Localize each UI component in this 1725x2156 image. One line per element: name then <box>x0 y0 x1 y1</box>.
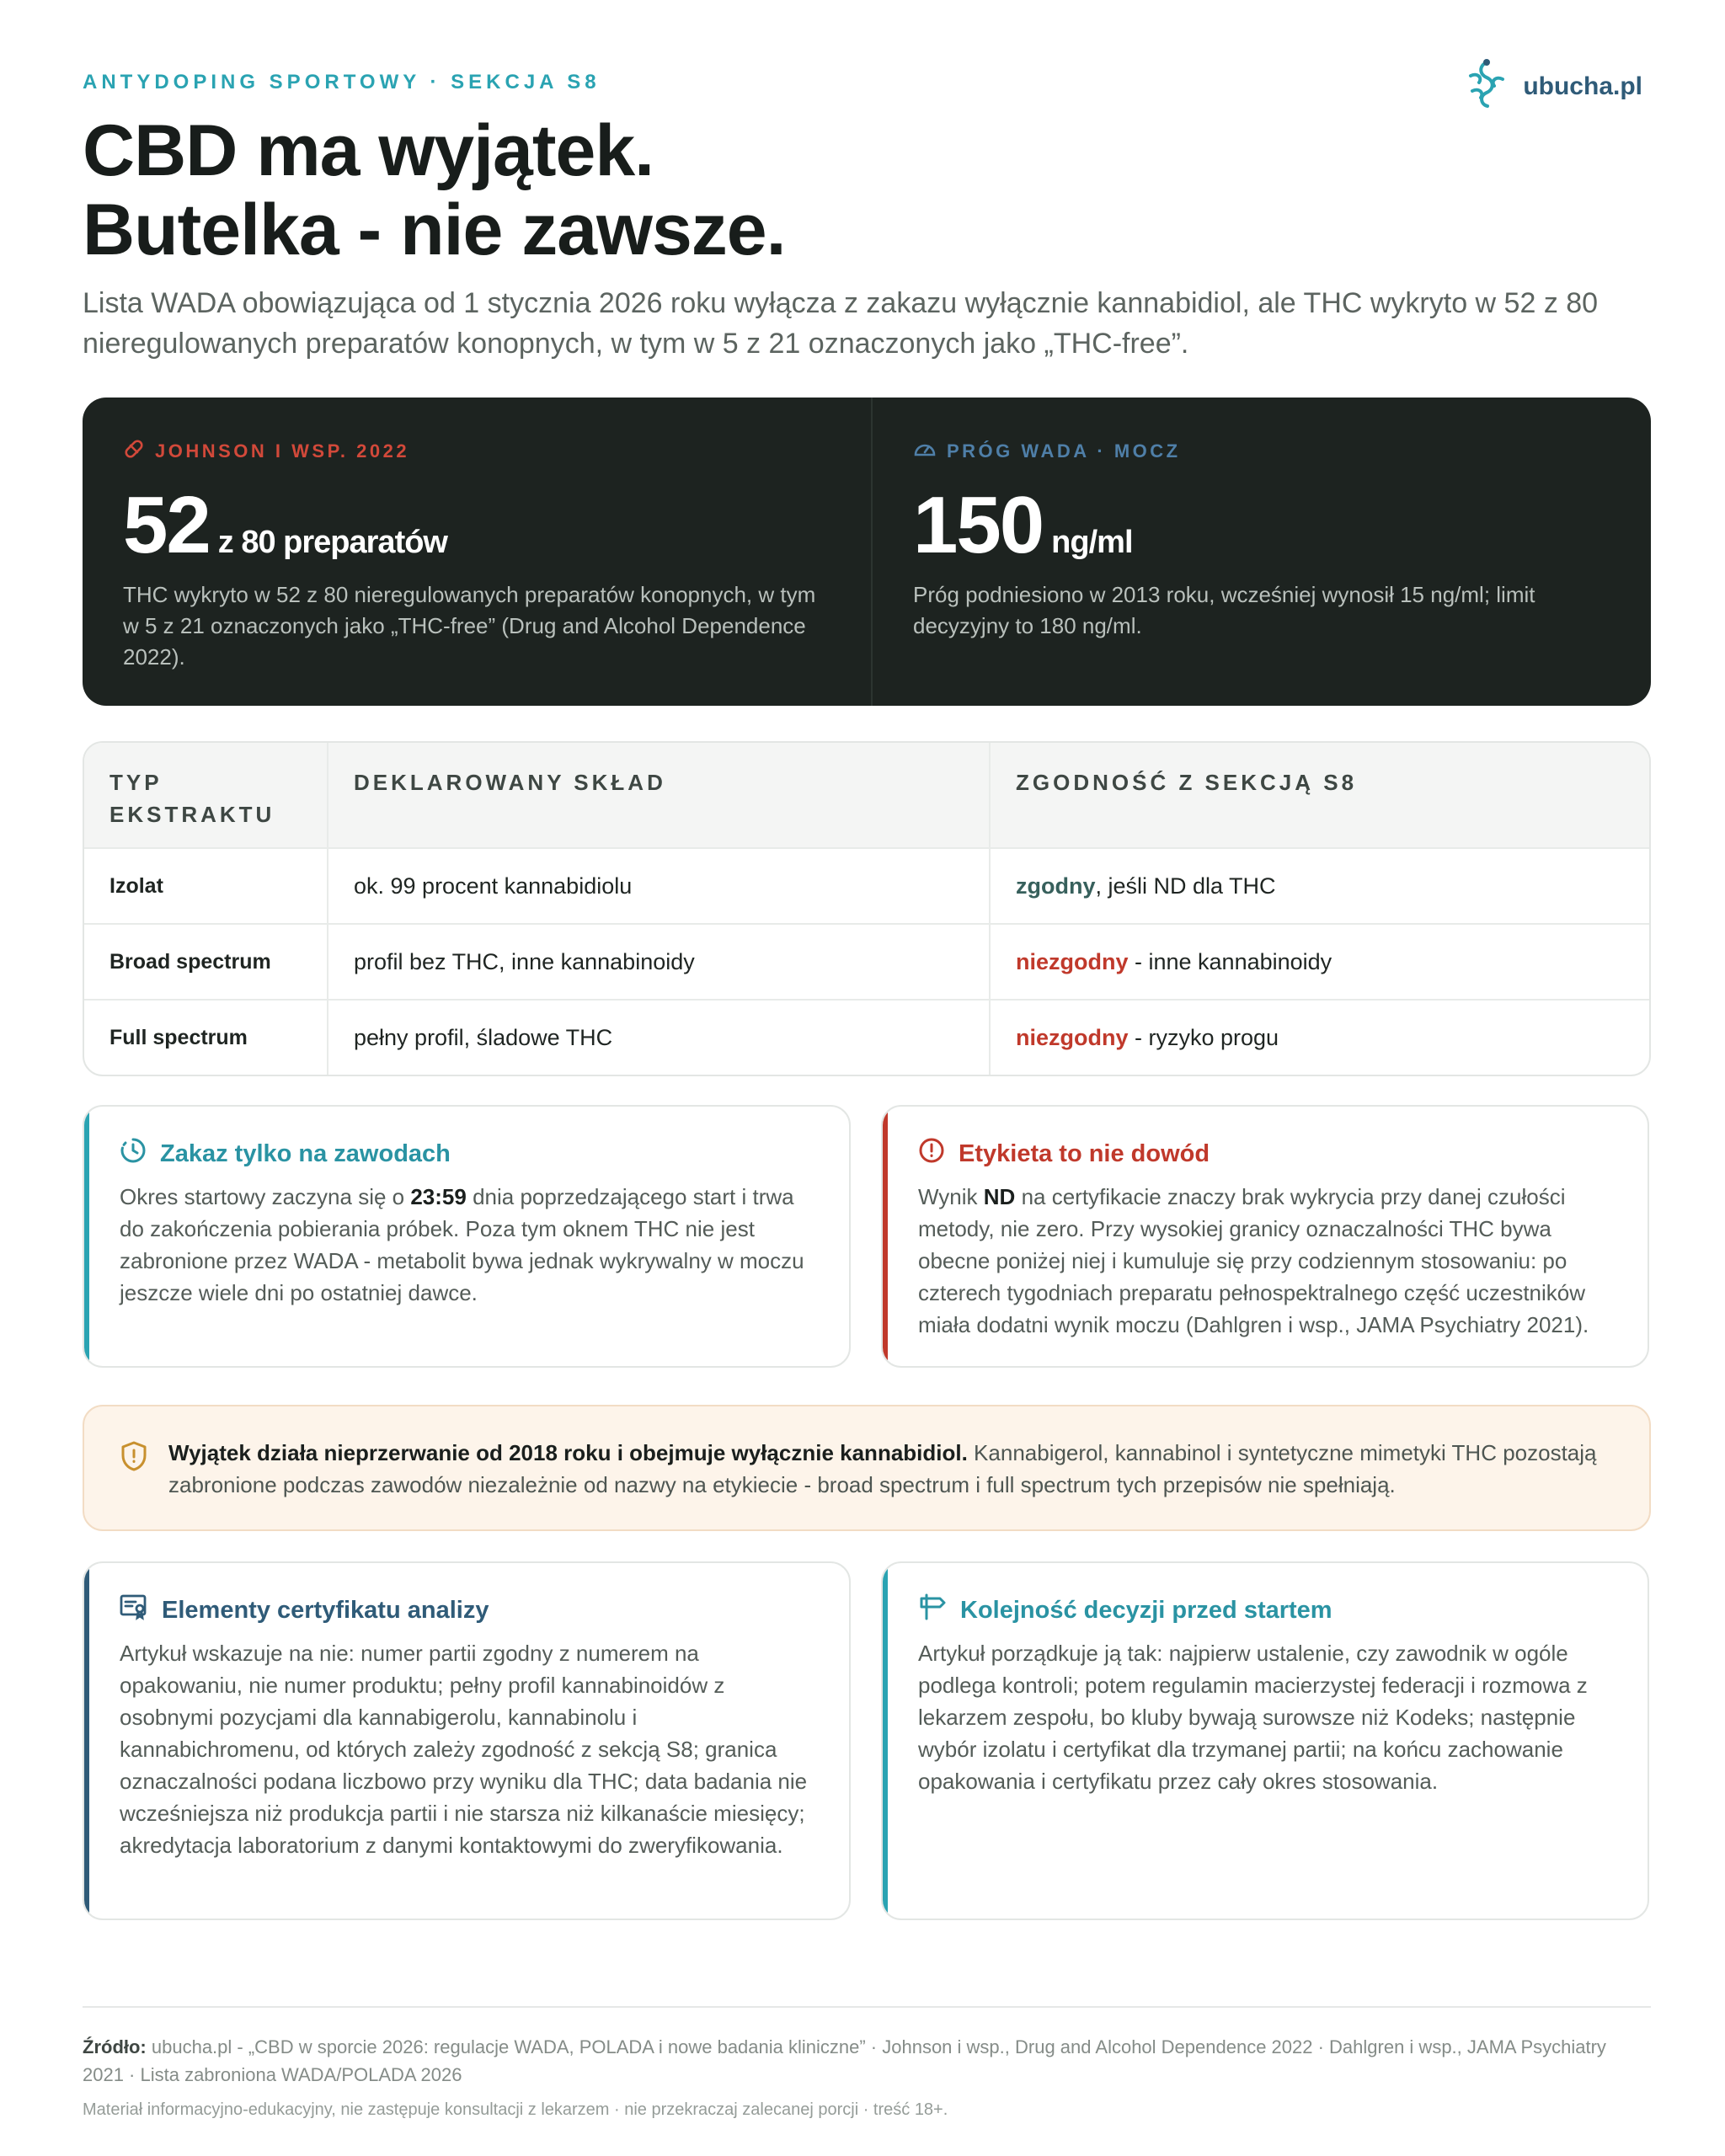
card-label-not-proof <box>881 1105 1649 1368</box>
stat-description: THC wykryto w 52 z 80 nieregulowanych preparatów konopnych, w tym w 5 z 21 oznaczonych jako „THC-free” (Drug and Alcohol Dependence 2022). <box>123 582 816 670</box>
title-line-1: CBD ma wyjątek. <box>83 110 654 191</box>
shield-alert-icon <box>120 1437 148 1529</box>
stat-wada-threshold <box>871 398 1651 706</box>
logo-text: ubucha.pl <box>1523 72 1642 100</box>
card-body-text: Okres startowy zaczyna się o <box>120 1184 411 1209</box>
card-title <box>120 1137 815 1171</box>
card-title <box>120 1593 815 1627</box>
note-body: Kannabigerol, kannabinol i syntetyczne mimetyki THC pozostają zabronione podczas zawodów niezależnie od nazwy na etykiecie - broad spectrum i full spectrum tych przepisów nie spełniają. <box>168 1440 1597 1497</box>
card-body: Artykuł wskazuje na nie: numer partii zgodny z numerem na opakowaniu, nie numer produktu; pełny profil kannabinoidów z osobnymi pozycjami dla kannabigerolu, kannabinolu i kannabichromenu, od których zależy zgodność z sekcją S8; granica oznaczalności podana liczbowo przy wyniku dla THC; data badania nie wcześniejsza niż produkcja partii i nie starsza niż kilkanaście miesięcy; akredytacja laboratorium z danymi kontaktowymi do zweryfikowania. <box>120 1641 808 1858</box>
table-row <box>84 999 1649 1075</box>
table-row <box>84 923 1649 999</box>
lede-paragraph: Lista WADA obowiązująca od 1 stycznia 2026 roku wyłącza z zakazu wyłącznie kannabidiol, ale THC wykryto w 52 z 80 nieregulowanych preparatów konopnych, w tym w 5 z 21 oznaczonych jako „THC-free”. <box>83 287 1599 360</box>
status-detail: - ryzyko progu <box>1128 1024 1279 1050</box>
extract-table <box>83 741 1651 1076</box>
stat-value: 52 <box>123 480 210 570</box>
stat-label-text: PRÓG WADA · MOCZ <box>947 440 1181 462</box>
footer-divider <box>83 2006 1651 2008</box>
status-detail: , jeśli ND dla THC <box>1095 873 1276 899</box>
compliance-cell <box>989 1001 1649 1075</box>
status-badge: zgodny <box>1016 873 1096 899</box>
extract-type-cell: Full spectrum <box>109 1025 248 1049</box>
extract-type-cell: Broad spectrum <box>109 949 271 974</box>
column-header-type: TYP EKSTRAKTU <box>109 770 275 827</box>
card-certificate-elements <box>83 1561 851 1920</box>
stat-unit: z 80 preparatów <box>217 525 447 560</box>
logo-icon <box>1462 57 1511 115</box>
card-title-text: Zakaz tylko na zawodach <box>160 1139 451 1167</box>
table-row <box>84 847 1649 923</box>
stat-value-row <box>123 480 830 570</box>
site-logo[interactable] <box>1462 57 1642 115</box>
column-header-composition: DEKLAROWANY SKŁAD <box>327 743 989 847</box>
card-title-text: Elementy certyfikatu analizy <box>162 1596 489 1624</box>
extract-type-cell: Izolat <box>109 873 163 898</box>
table-header-row <box>84 743 1649 847</box>
stat-label <box>913 438 1621 465</box>
card-body-text: dnia poprzedzającego start i trwa do zakończenia pobierania próbek. Poza tym oknem THC nie jest zabronione przez WADA - metabolit bywa jednak wykrywalny w moczu jeszcze wiele dni po ostatniej dawce. <box>120 1184 804 1305</box>
compliance-cell <box>989 925 1649 999</box>
pill-icon <box>123 438 145 465</box>
note-text <box>168 1437 1616 1529</box>
compliance-cell <box>989 849 1649 923</box>
gauge-icon <box>913 438 937 465</box>
title-line-2: Butelka - nie zawsze. <box>83 189 786 270</box>
composition-cell: pełny profil, śladowe THC <box>327 1001 989 1075</box>
card-body-emphasis: 23:59 <box>410 1184 467 1209</box>
card-title <box>918 1137 1614 1171</box>
stat-johnson <box>83 398 871 706</box>
column-header-compliance: ZGODNOŚĆ Z SEKCJĄ S8 <box>989 743 1649 847</box>
composition-cell: ok. 99 procent kannabidiolu <box>327 849 989 923</box>
source-label: Źródło: <box>83 2036 147 2057</box>
card-body <box>120 1181 815 1309</box>
card-body-text: Wynik <box>918 1184 984 1209</box>
clock-icon <box>120 1137 147 1171</box>
stats-panel <box>83 398 1651 706</box>
card-competition-ban <box>83 1105 851 1368</box>
signpost-icon <box>918 1593 947 1627</box>
stat-label <box>123 438 830 465</box>
page-title <box>83 111 786 270</box>
status-badge: niezgodny <box>1016 1024 1129 1050</box>
stat-label-text: JOHNSON I WSP. 2022 <box>155 440 410 462</box>
source-text: ubucha.pl - „CBD w sporcie 2026: regulacje WADA, POLADA i nowe badania kliniczne” · Johnson i wsp., Drug and Alcohol Dependence 2022 · Dahlgren i wsp., JAMA Psychiatry 2021 · Lista zabroniona WADA/POLADA 2026 <box>83 2036 1606 2085</box>
composition-cell: profil bez THC, inne kannabinoidy <box>327 925 989 999</box>
card-body: Artykuł porządkuje ją tak: najpierw ustalenie, czy zawodnik w ogóle podlega kontroli; potem regulamin macierzystej federacji i rozmowa z lekarzem zespołu, bo kluby bywają surowsze niż Kodeks; następnie wybór izolatu i certyfikat dla trzymanej partii; na końcu zachowanie opakowania i certyfikatu przez cały okres stosowania. <box>918 1641 1588 1794</box>
alert-circle-icon <box>918 1137 945 1171</box>
note-emphasis: Wyjątek działa nieprzerwanie od 2018 roku i obejmuje wyłącznie kannabidiol. <box>168 1440 968 1465</box>
eyebrow-label: ANTYDOPING SPORTOWY · SEKCJA S8 <box>83 71 601 93</box>
stat-description: Próg podniesiono w 2013 roku, wcześniej wynosił 15 ng/ml; limit decyzyjny to 180 ng/ml. <box>913 582 1535 638</box>
stat-value: 150 <box>913 480 1044 570</box>
card-decision-order <box>881 1561 1649 1920</box>
card-title <box>918 1593 1614 1627</box>
card-title-text: Etykieta to nie dowód <box>959 1139 1210 1167</box>
exception-note <box>83 1405 1651 1531</box>
card-body <box>918 1181 1614 1341</box>
stat-value-row <box>913 480 1621 570</box>
source-note <box>83 2033 1651 2089</box>
card-body-emphasis: ND <box>983 1184 1016 1209</box>
stat-unit: ng/ml <box>1051 525 1133 560</box>
status-detail: - inne kannabinoidy <box>1128 948 1332 974</box>
certificate-icon <box>120 1593 148 1627</box>
disclaimer: Materiał informacyjno-edukacyjny, nie zastępuje konsultacji z lekarzem · nie przekraczaj zalecanej porcji · treść 18+. <box>83 2100 948 2119</box>
card-title-text: Kolejność decyzji przed startem <box>960 1596 1332 1624</box>
status-badge: niezgodny <box>1016 948 1129 974</box>
card-body-text: na certyfikacie znaczy brak wykrycia przy danej czułości metody, nie zero. Przy wysokiej granicy oznaczalności THC bywa obecne poniżej niej i kumuluje się przy codziennym stosowaniu: po czterech tygodniach preparatu pełnospektralnego część uczestników miała dodatni wynik moczu (Dahlgren i wsp., JAMA Psychiatry 2021). <box>918 1184 1589 1337</box>
